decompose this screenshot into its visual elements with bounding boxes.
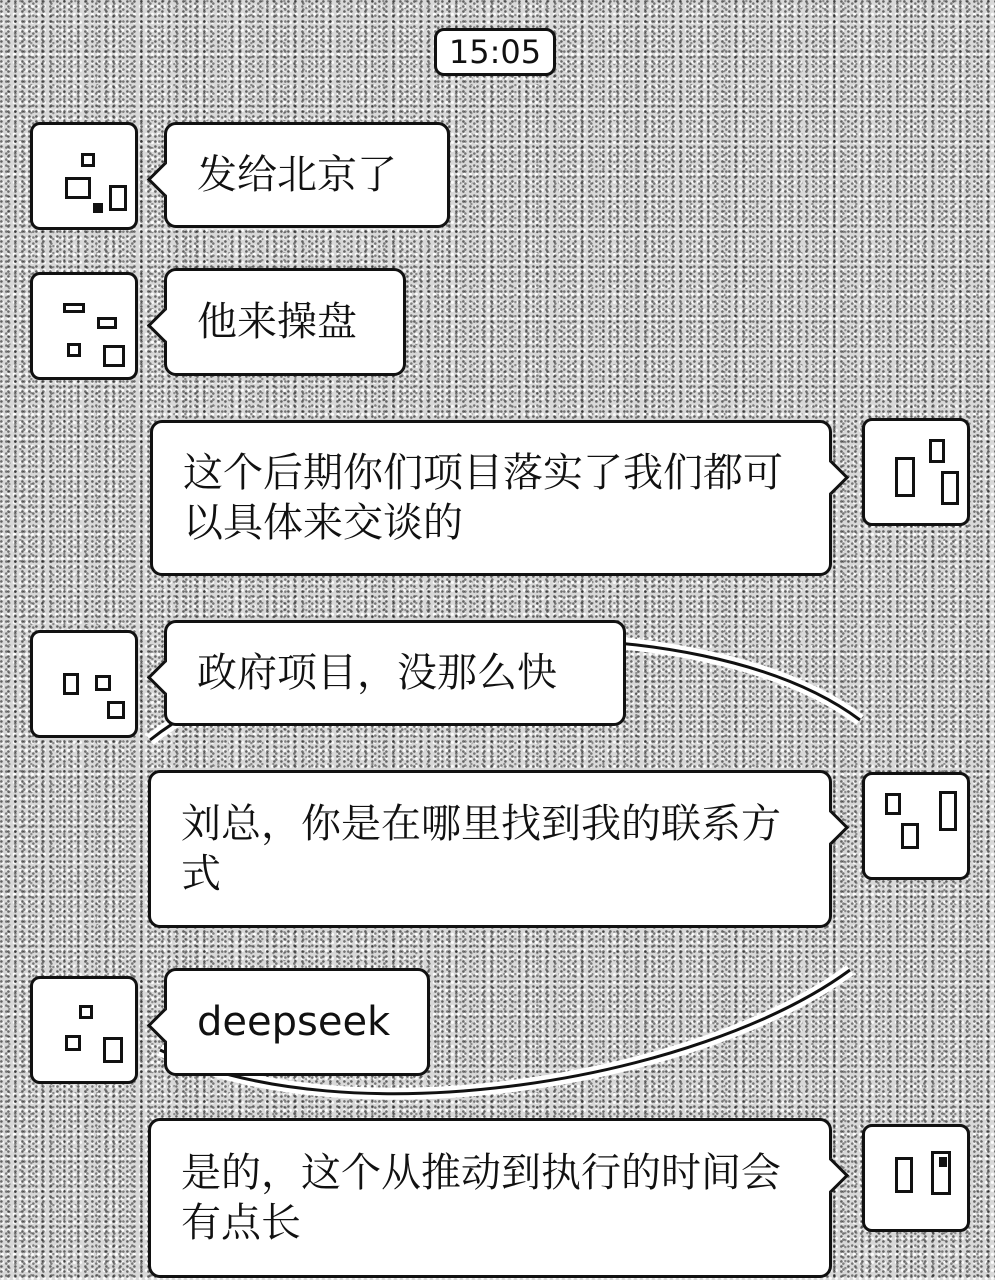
chat-timestamp: 15:05 [434,28,556,76]
message-bubble-received[interactable] [164,968,430,1076]
message-text: 刘总，你是在哪里找到我的联系方式 [181,801,781,897]
contact-avatar[interactable] [30,122,138,230]
message-text: deepseek [197,999,391,1045]
user-avatar[interactable] [862,772,970,880]
contact-avatar[interactable] [30,272,138,380]
message-bubble-sent[interactable] [150,420,832,576]
message-bubble-received[interactable] [164,268,406,376]
message-text: 是的，这个从推动到执行的时间会有点长 [181,1150,781,1246]
message-text: 这个后期你们项目落实了我们都可以具体来交谈的 [183,450,783,546]
message-bubble-sent[interactable] [148,1118,832,1278]
contact-avatar[interactable] [30,976,138,1084]
message-bubble-received[interactable] [164,122,450,228]
message-text: 发给北京了 [197,152,397,198]
message-bubble-received[interactable] [164,620,626,726]
user-avatar[interactable] [862,1124,970,1232]
message-bubble-sent[interactable] [148,770,832,928]
message-text: 他来操盘 [197,299,357,345]
message-text: 政府项目，没那么快 [197,650,557,696]
user-avatar[interactable] [862,418,970,526]
contact-avatar[interactable] [30,630,138,738]
